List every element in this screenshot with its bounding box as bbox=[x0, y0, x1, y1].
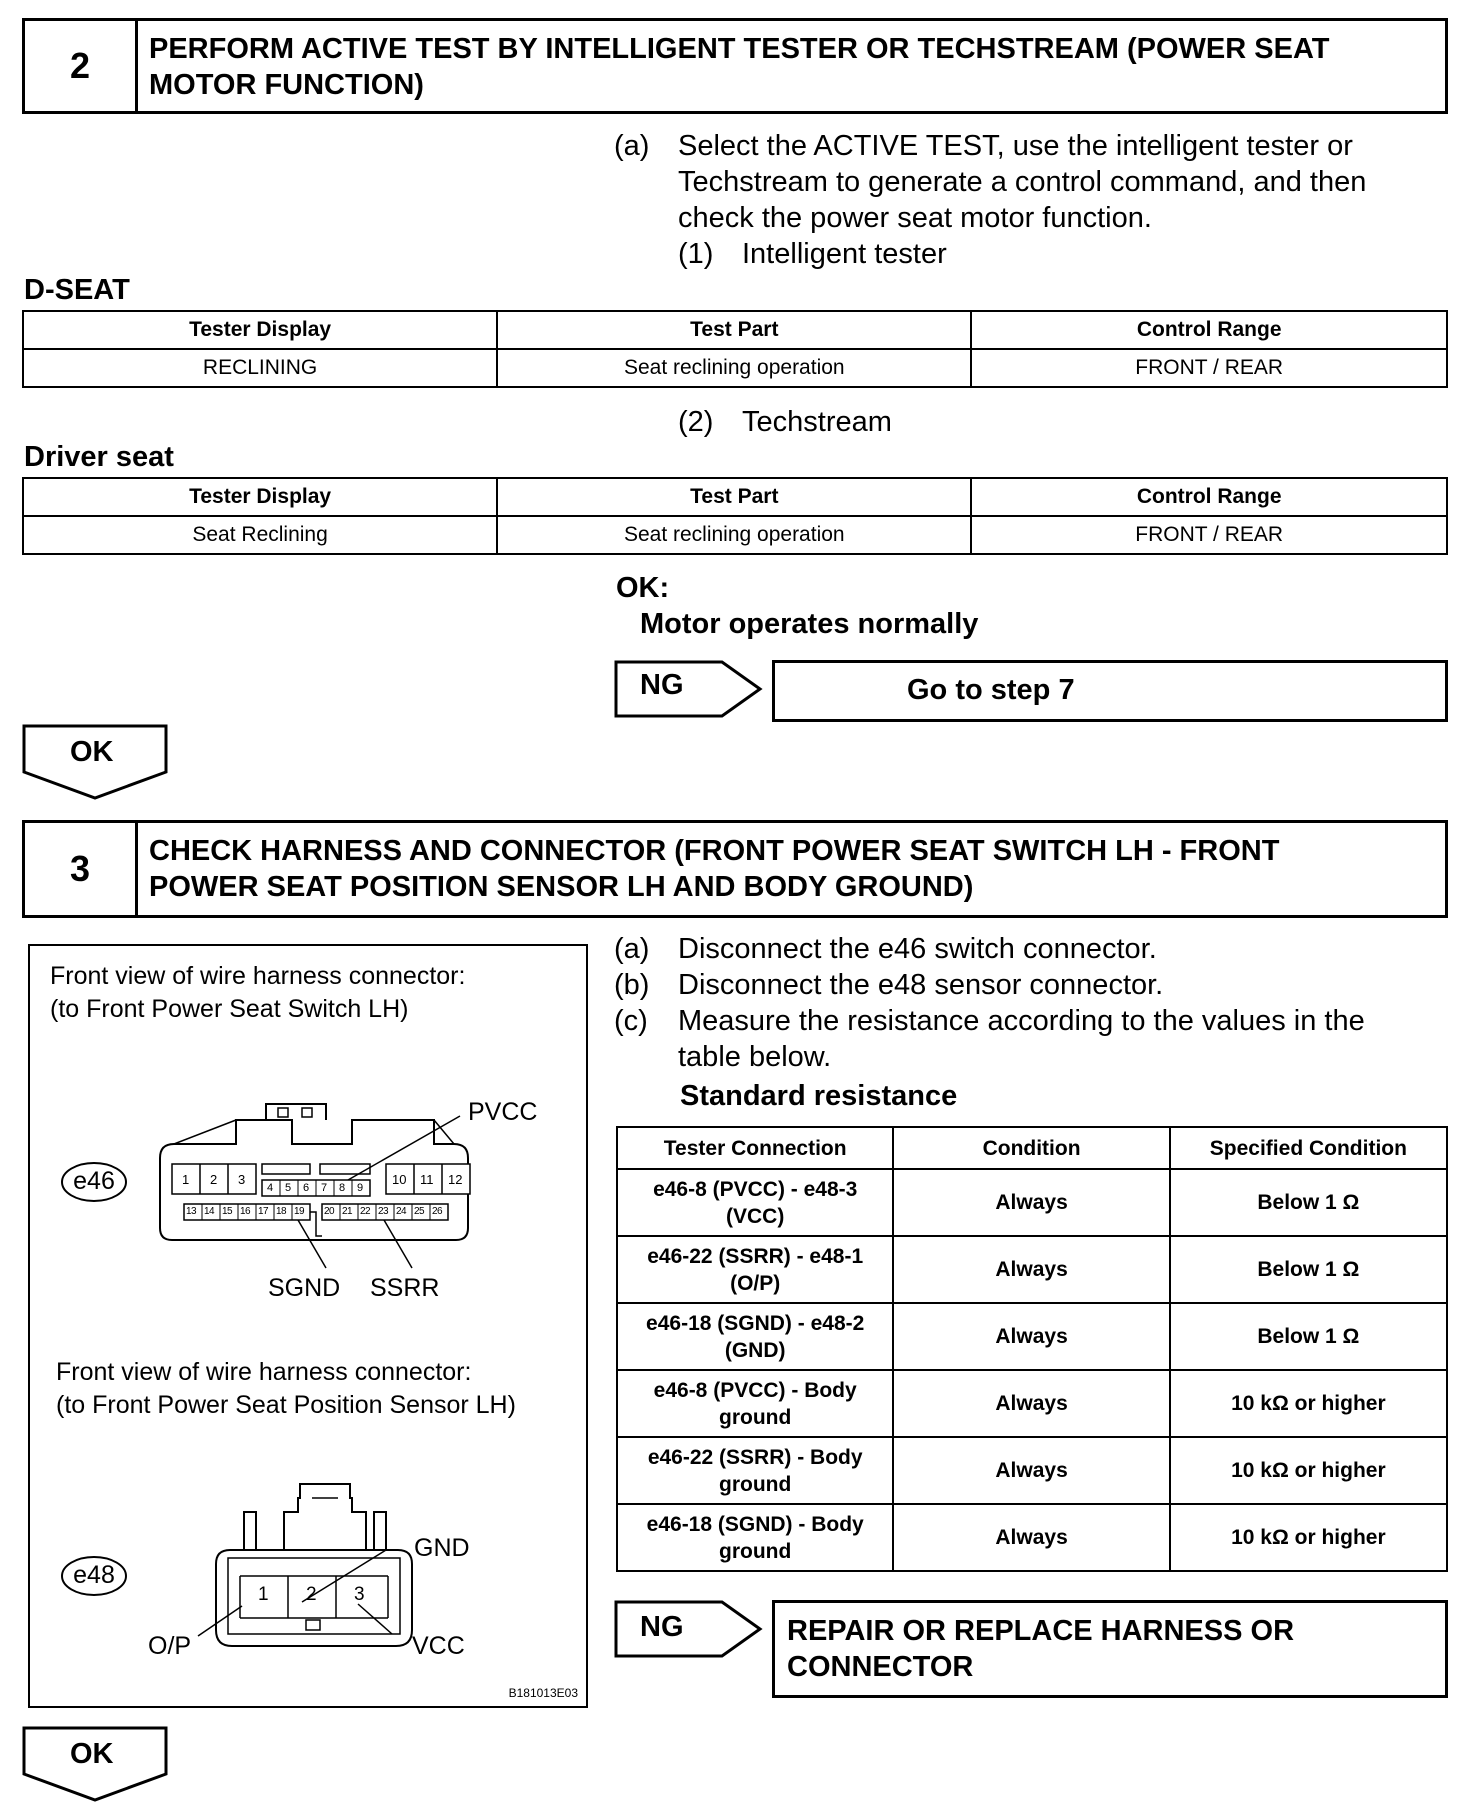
item-label: (1) bbox=[678, 238, 714, 270]
item-text: Disconnect the e46 switch connector. bbox=[678, 933, 1157, 965]
table-cell: Below 1 Ω bbox=[1170, 1236, 1447, 1303]
cell-line: e46-22 (SSRR) - Body bbox=[647, 1445, 863, 1469]
cell-line: e46-22 (SSRR) - e48-1 bbox=[647, 1244, 864, 1268]
text-line: Select the ACTIVE TEST, use the intelligent tester or bbox=[678, 130, 1353, 162]
pin-label: 5 bbox=[285, 1182, 292, 1194]
step-title bbox=[149, 833, 1435, 905]
header-cell: Condition bbox=[893, 1127, 1169, 1169]
step-2-header bbox=[22, 18, 1448, 114]
text-line: Measure the resistance according to the values in the bbox=[678, 1005, 1365, 1037]
table-cell: Below 1 Ω bbox=[1170, 1303, 1447, 1370]
pin-label: 6 bbox=[303, 1182, 310, 1194]
cell-line: ground bbox=[719, 1472, 792, 1496]
item-text: Techstream bbox=[742, 406, 892, 438]
pin-label: 3 bbox=[354, 1584, 365, 1605]
pin-label: 1 bbox=[182, 1172, 190, 1187]
table-cell: Seat Reclining bbox=[23, 516, 497, 554]
table-cell: 10 kΩ or higher bbox=[1170, 1504, 1447, 1571]
header-cell: Control Range bbox=[971, 311, 1447, 349]
table-row bbox=[617, 1370, 1447, 1437]
ng-result-box bbox=[772, 660, 1448, 722]
ng-arrow-icon bbox=[614, 1600, 764, 1658]
item-label: (c) bbox=[614, 1005, 648, 1037]
pin-label: 25 bbox=[414, 1206, 425, 1217]
caption-line: (to Front Power Seat Position Sensor LH) bbox=[56, 1391, 516, 1419]
cell-line: e46-8 (PVCC) - e48-3 bbox=[653, 1177, 858, 1201]
caption-line: (to Front Power Seat Switch LH) bbox=[50, 995, 409, 1023]
table-cell: Always bbox=[893, 1370, 1169, 1437]
cell-line: (GND) bbox=[724, 1338, 786, 1362]
item-label: (a) bbox=[614, 933, 650, 965]
ssrr-label: SSRR bbox=[370, 1274, 440, 1302]
header-cell: Tester Display bbox=[23, 311, 497, 349]
table-cell: Seat reclining operation bbox=[497, 516, 971, 554]
e48-tag: e48 bbox=[73, 1561, 115, 1589]
table-row bbox=[617, 1236, 1447, 1303]
pin-label: 22 bbox=[360, 1206, 371, 1217]
instruction-a bbox=[614, 931, 1454, 971]
table-cell: FRONT / REAR bbox=[971, 349, 1447, 387]
pin-label: 23 bbox=[378, 1206, 389, 1217]
step-title-line: CHECK HARNESS AND CONNECTOR (FRONT POWER SEAT SWITCH LH - FRONT bbox=[149, 835, 1280, 867]
table-row bbox=[617, 1169, 1447, 1236]
sub-item-1 bbox=[678, 236, 1178, 276]
pin-label: 4 bbox=[267, 1182, 274, 1194]
item-text: Disconnect the e48 sensor connector. bbox=[678, 969, 1164, 1001]
step-title bbox=[149, 31, 1435, 103]
header-cell: Tester Connection bbox=[617, 1127, 893, 1169]
table-cell bbox=[617, 1169, 893, 1236]
pin-label: 26 bbox=[432, 1206, 443, 1217]
ng-label: NG bbox=[640, 1611, 684, 1643]
e46-tag: e46 bbox=[73, 1167, 115, 1195]
active-test-table-driver-seat bbox=[22, 477, 1448, 555]
step-title-line: POWER SEAT POSITION SENSOR LH AND BODY GROUND) bbox=[149, 871, 974, 903]
step-number: 2 bbox=[25, 21, 138, 111]
table-row bbox=[617, 1303, 1447, 1370]
cell-line: e46-18 (SGND) - Body bbox=[646, 1512, 864, 1536]
item-label: (a) bbox=[614, 130, 650, 162]
pin-label: 17 bbox=[258, 1206, 269, 1217]
cell-line: e46-8 (PVCC) - Body bbox=[653, 1378, 857, 1402]
table-caption: D-SEAT bbox=[24, 274, 130, 306]
table-cell: RECLINING bbox=[23, 349, 497, 387]
step-number: 3 bbox=[25, 823, 138, 915]
pin-label: 11 bbox=[420, 1172, 434, 1187]
e48-caption bbox=[56, 1356, 516, 1422]
pin-label: 10 bbox=[392, 1172, 407, 1187]
ng-arrow-icon bbox=[614, 660, 764, 718]
resistance-table bbox=[616, 1126, 1448, 1572]
ok-label: OK: bbox=[616, 572, 670, 604]
table-cell: Seat reclining operation bbox=[497, 349, 971, 387]
gnd-label: GND bbox=[414, 1534, 470, 1562]
cell-line: e46-18 (SGND) - e48-2 bbox=[646, 1311, 865, 1335]
pvcc-label: PVCC bbox=[468, 1098, 538, 1126]
table-cell bbox=[617, 1504, 893, 1571]
table-cell: Always bbox=[893, 1169, 1169, 1236]
text-line: table below. bbox=[678, 1041, 832, 1073]
pin-label: 8 bbox=[339, 1182, 346, 1194]
pin-label: 2 bbox=[210, 1172, 218, 1187]
cell-line: (O/P) bbox=[730, 1271, 781, 1295]
pin-label: 3 bbox=[238, 1172, 246, 1187]
table-cell bbox=[617, 1236, 893, 1303]
ok-criteria: Motor operates normally bbox=[640, 608, 979, 640]
pin-label: 20 bbox=[324, 1206, 335, 1217]
header-cell: Test Part bbox=[497, 311, 971, 349]
step-3-header bbox=[22, 820, 1448, 918]
table-cell: Always bbox=[893, 1437, 1169, 1504]
item-label: (2) bbox=[678, 406, 714, 438]
item-label: (b) bbox=[614, 969, 650, 1001]
sgnd-label: SGND bbox=[268, 1274, 341, 1302]
ng-result-box bbox=[772, 1600, 1448, 1698]
pin-label: 18 bbox=[276, 1206, 287, 1217]
pin-label: 1 bbox=[258, 1584, 269, 1605]
text-line: check the power seat motor function. bbox=[678, 202, 1152, 234]
table-row bbox=[617, 1437, 1447, 1504]
cell-line: ground bbox=[719, 1405, 792, 1429]
vcc-label: VCC bbox=[412, 1632, 465, 1660]
connector-diagram bbox=[28, 944, 588, 1708]
caption-line: Front view of wire harness connector: bbox=[56, 1358, 472, 1386]
step-title-line: MOTOR FUNCTION) bbox=[149, 69, 424, 101]
ng-result-text: Go to step 7 bbox=[907, 674, 1075, 706]
sub-item-2 bbox=[678, 404, 1178, 444]
instruction-c bbox=[614, 1003, 1454, 1079]
pin-label: 15 bbox=[222, 1206, 233, 1217]
header-cell: Control Range bbox=[971, 478, 1447, 516]
pin-label: 14 bbox=[204, 1206, 215, 1217]
table-cell: Always bbox=[893, 1236, 1169, 1303]
table-cell: Below 1 Ω bbox=[1170, 1169, 1447, 1236]
text-line: CONNECTOR bbox=[787, 1651, 974, 1683]
active-test-table-dseat bbox=[22, 310, 1448, 388]
pin-label: 7 bbox=[321, 1182, 328, 1194]
table-cell: 10 kΩ or higher bbox=[1170, 1370, 1447, 1437]
table-cell bbox=[617, 1303, 893, 1370]
table-cell: FRONT / REAR bbox=[971, 516, 1447, 554]
pin-label: 2 bbox=[306, 1584, 317, 1605]
figure-code: B181013E03 bbox=[508, 1686, 578, 1700]
item-text: Intelligent tester bbox=[742, 238, 947, 270]
standard-resistance-label: Standard resistance bbox=[680, 1080, 958, 1112]
ng-result-text bbox=[787, 1613, 1294, 1685]
table-cell: 10 kΩ or higher bbox=[1170, 1437, 1447, 1504]
pin-label: 16 bbox=[240, 1206, 251, 1217]
table-cell bbox=[617, 1437, 893, 1504]
ok-arrow-label: OK bbox=[70, 1738, 114, 1770]
header-cell: Specified Condition bbox=[1170, 1127, 1447, 1169]
table-row bbox=[617, 1504, 1447, 1571]
pin-label: 12 bbox=[448, 1172, 463, 1187]
pin-label: 9 bbox=[357, 1182, 364, 1194]
table-cell: Always bbox=[893, 1504, 1169, 1571]
cell-line: ground bbox=[719, 1539, 792, 1563]
header-cell: Tester Display bbox=[23, 478, 497, 516]
table-cell: Always bbox=[893, 1303, 1169, 1370]
cell-line: (VCC) bbox=[726, 1204, 785, 1228]
ok-arrow-label: OK bbox=[70, 736, 114, 768]
caption-line: Front view of wire harness connector: bbox=[50, 962, 466, 990]
text-line: REPAIR OR REPLACE HARNESS OR bbox=[787, 1615, 1295, 1647]
instruction-b bbox=[614, 967, 1454, 1007]
step-title-line: PERFORM ACTIVE TEST BY INTELLIGENT TESTER OR TECHSTREAM (POWER SEAT bbox=[149, 33, 1330, 65]
pin-label: 13 bbox=[186, 1206, 197, 1217]
op-label: O/P bbox=[148, 1632, 192, 1660]
ng-label: NG bbox=[640, 669, 684, 701]
pin-label: 24 bbox=[396, 1206, 407, 1217]
pin-label: 19 bbox=[294, 1206, 305, 1217]
text-line: Techstream to generate a control command, and then bbox=[678, 166, 1367, 198]
header-cell: Test Part bbox=[497, 478, 971, 516]
table-cell bbox=[617, 1370, 893, 1437]
item-text bbox=[678, 1003, 1365, 1075]
pin-label: 21 bbox=[342, 1206, 353, 1217]
item-text bbox=[678, 128, 1366, 236]
table-caption: Driver seat bbox=[24, 441, 174, 473]
